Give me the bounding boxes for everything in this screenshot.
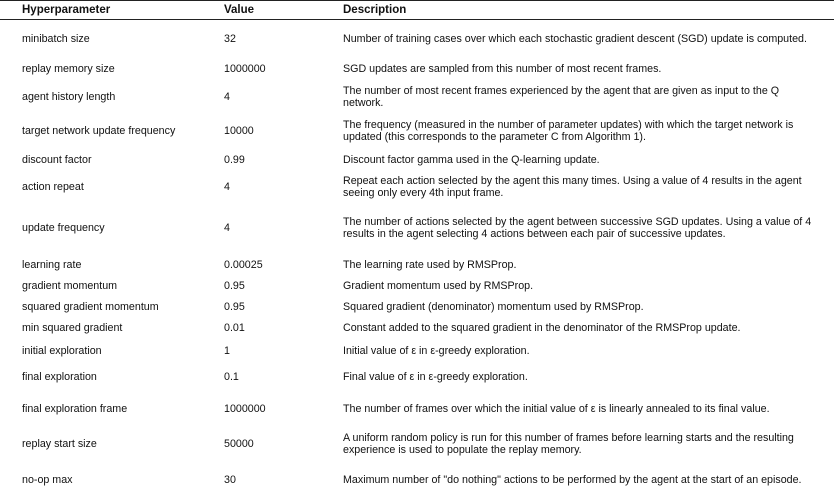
row-name: final exploration frame (22, 403, 128, 415)
row-value: 1 (224, 344, 230, 357)
row-name: agent history length (22, 90, 116, 103)
row-description: Final value of ε in ε-greedy exploration. (343, 371, 528, 383)
table-row (0, 275, 834, 296)
row-description: A uniform random policy is run for this number of frames before learning starts and the resulting experience is used to populate the replay memory. (343, 431, 794, 456)
row-description: Squared gradient (denominator) momentum used by RMSProp. (343, 300, 644, 313)
row-name: update frequency (22, 222, 105, 234)
row-description: The number of most recent frames experienced by the agent that are given as input to the Q network. (343, 84, 780, 109)
header-value: Value (224, 4, 255, 16)
row-name: final exploration (22, 371, 97, 383)
table-row (0, 317, 834, 338)
row-description: Repeat each action selected by the agent this many times. Using a value of 4 results in the agent seeing only every 4th input frame. (343, 175, 802, 199)
row-value: 10000 (224, 125, 254, 137)
row-value: 50000 (224, 437, 254, 450)
row-name: action repeat (22, 181, 84, 193)
row-name: min squared gradient (22, 321, 123, 334)
row-description: Number of training cases over which each stochastic gradient descent (SGD) update is computed. (343, 33, 807, 45)
row-description: The frequency (measured in the number of parameter updates) with which the target network is updated (this corresponds to the parameter C from Algorithm 1). (343, 119, 794, 143)
row-value: 4 (224, 222, 230, 234)
table-row (0, 115, 834, 147)
table-row (0, 366, 834, 388)
row-description: Gradient momentum used by RMSProp. (343, 279, 534, 292)
row-name: replay start size (22, 437, 97, 450)
row-value: 0.00025 (224, 258, 263, 271)
header-hyperparameter: Hyperparameter (22, 4, 111, 16)
table-row (0, 149, 834, 170)
row-value: 0.01 (224, 321, 245, 334)
row-value: 4 (224, 90, 230, 103)
table-row (0, 58, 834, 80)
table-row (0, 172, 834, 202)
row-value: 1000000 (224, 63, 266, 75)
table-row (0, 296, 834, 317)
row-name: gradient momentum (22, 279, 118, 292)
row-name: initial exploration (22, 344, 102, 357)
row-value: 1000000 (224, 403, 266, 415)
table-row (0, 393, 834, 425)
table-row (0, 340, 834, 361)
table-row (0, 254, 834, 275)
row-description: Initial value of ε in ε-greedy exploration. (343, 344, 530, 357)
row-name: replay memory size (22, 63, 115, 75)
table-row (0, 205, 834, 251)
row-description: The number of actions selected by the agent between successive SGD updates. Using a value of 4 results in the agent selecting 4 actions between each pair of successive updates. (343, 216, 812, 240)
row-description: Discount factor gamma used in the Q-learning update. (343, 153, 600, 166)
row-description: The number of frames over which the initial value of ε is linearly annealed to its final value. (343, 403, 770, 415)
row-value: 0.1 (224, 371, 239, 383)
row-value: 0.95 (224, 300, 245, 313)
row-name: target network update frequency (22, 125, 176, 137)
row-name: minibatch size (22, 33, 90, 45)
row-value: 0.95 (224, 279, 245, 292)
row-name: squared gradient momentum (22, 300, 159, 313)
row-description: SGD updates are sampled from this number of most recent frames. (343, 63, 662, 75)
row-name: no-op max (22, 473, 73, 486)
row-value: 30 (224, 473, 236, 486)
row-description: The learning rate used by RMSProp. (343, 258, 517, 271)
row-name: discount factor (22, 153, 92, 166)
table-row (0, 22, 834, 56)
table-row (0, 428, 834, 459)
row-value: 4 (224, 181, 230, 193)
row-description: Constant added to the squared gradient in the denominator of the RMSProp update. (343, 321, 741, 334)
table-header (0, 0, 834, 20)
row-value: 32 (224, 33, 236, 45)
row-description: Maximum number of "do nothing" actions to be performed by the agent at the start of an episode. (343, 473, 802, 486)
table-row (0, 81, 834, 112)
row-name: learning rate (22, 258, 82, 271)
header-description: Description (343, 4, 407, 16)
row-value: 0.99 (224, 153, 245, 166)
table-row (0, 463, 834, 496)
